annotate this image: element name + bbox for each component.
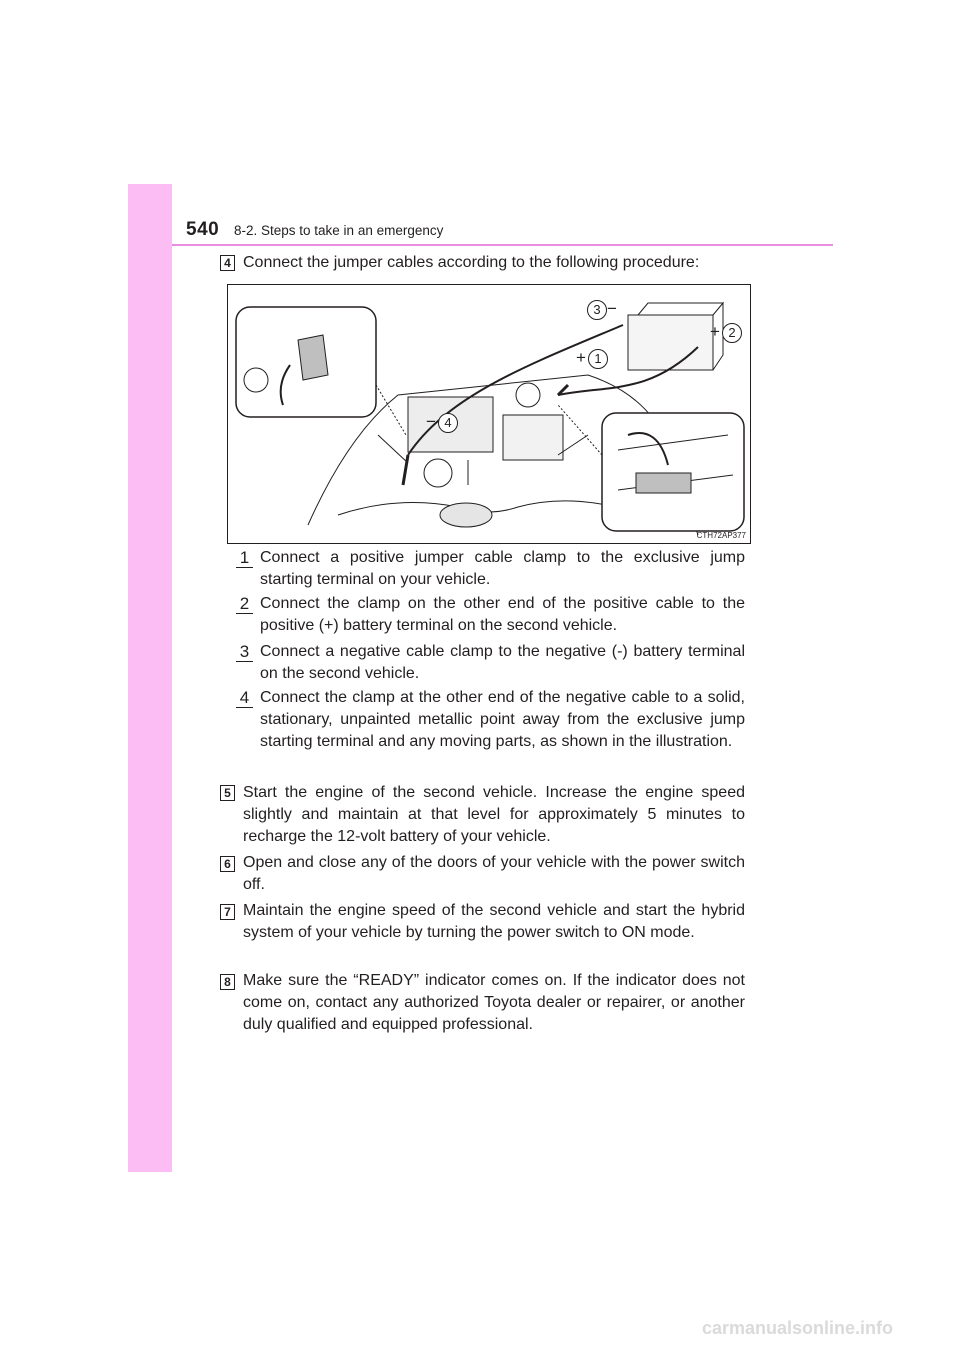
- callout-2: + 2: [710, 323, 742, 343]
- substep-number-4: 4: [236, 689, 253, 706]
- svg-text:carmanualsonline.info: carmanualsonline.info: [702, 1318, 894, 1338]
- watermark-logo: [702, 1316, 942, 1340]
- engine-bay-drawing: [228, 285, 751, 544]
- step-badge-7: 7: [220, 904, 235, 920]
- callout-4: − 4: [426, 413, 458, 433]
- step-text-6: Open and close any of the doors of your vehicle with the power switch off.: [243, 854, 745, 893]
- step-badge-6: 6: [220, 856, 235, 872]
- callout-1: + 1: [576, 349, 608, 369]
- step-text-4: Connect the jumper cables according to the following procedure:: [243, 254, 700, 271]
- step-text-7: Maintain the engine speed of the second vehicle and start the hybrid system of your vehicle by turning the power switch to ON mode.: [243, 902, 745, 941]
- page-number: 540: [186, 219, 220, 240]
- step-badge-8: 8: [220, 974, 235, 990]
- substep-text-3: Connect a negative cable clamp to the negative (-) battery terminal on the second vehicle.: [260, 643, 745, 682]
- header-divider: [172, 244, 833, 246]
- jump-start-illustration: [227, 284, 751, 544]
- step-text-8: Make sure the “READY” indicator comes on. If the indicator does not come on, contact any authorized Toyota dealer or repairer, or another duly qualified and equipped professional.: [243, 972, 745, 1033]
- step-badge-4: 4: [220, 255, 235, 271]
- substep-text-1: Connect a positive jumper cable clamp to the exclusive jump starting terminal on your vehicle.: [260, 549, 745, 588]
- substep-number-2: 2: [236, 595, 253, 612]
- chapter-tab-bar: [128, 184, 172, 1172]
- substep-number-3: 3: [236, 643, 253, 660]
- section-title: 8-2. Steps to take in an emergency: [234, 223, 444, 238]
- callout-3: 3 −: [585, 300, 617, 320]
- step-badge-5: 5: [220, 785, 235, 801]
- substep-text-4: Connect the clamp at the other end of the negative cable to a solid, stationary, unpainted metallic point away from the exclusive jump starting terminal and any moving parts, as shown in the illustration.: [260, 689, 745, 750]
- substep-number-1: 1: [236, 549, 253, 566]
- substep-text-2: Connect the clamp on the other end of the positive cable to the positive (+) battery terminal on the second vehicle.: [260, 595, 745, 634]
- figure-code: CTH72AP377: [696, 531, 746, 540]
- step-text-5: Start the engine of the second vehicle. Increase the engine speed slightly and maintain at that level for approximately 5 minutes to recharge the 12-volt battery of your vehicle.: [243, 784, 745, 845]
